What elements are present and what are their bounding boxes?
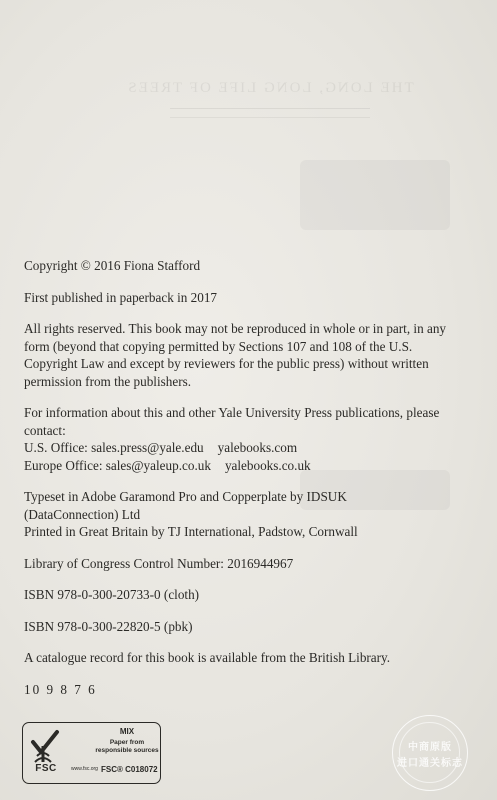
fsc-tree-check-icon xyxy=(29,728,63,764)
typeset-line: (DataConnection) Ltd xyxy=(24,506,141,522)
rights-line: form (beyond that copying permitted by Sections 107 and 108 of the U.S. xyxy=(24,338,413,354)
europe-office-row xyxy=(24,457,484,475)
isbn-paperback: ISBN 978-0-300-22820-5 (pbk) xyxy=(24,618,193,634)
reverse-page-show-through-line xyxy=(170,108,370,118)
fsc-logo xyxy=(22,722,161,784)
us-office-row xyxy=(24,439,484,457)
europe-office-website: yalebooks.co.uk xyxy=(224,457,311,473)
fsc-letters: FSC xyxy=(35,763,57,774)
rights-line: All rights reserved. This book may not be reproduced in whole or in part, in any xyxy=(24,321,447,336)
rights-line: permission from the publishers. xyxy=(24,373,192,389)
loc-control-number: Library of Congress Control Number: 2016944967 xyxy=(24,555,294,571)
fsc-paper-line: Paper from xyxy=(109,739,145,746)
fsc-paper-line: responsible sources xyxy=(95,746,159,754)
us-office-website: yalebooks.com xyxy=(217,440,298,455)
import-seal-watermark xyxy=(392,715,468,791)
first-published-line: First published in paperback in 2017 xyxy=(24,289,218,305)
europe-office-email: Europe Office: sales@yaleup.co.uk xyxy=(24,457,211,473)
fsc-url: www.fsc.org xyxy=(71,766,98,772)
us-office-email: U.S. Office: sales.press@yale.edu xyxy=(24,440,204,455)
typeset-line: Typeset in Adobe Garamond Pro and Copperplate by IDSUK xyxy=(24,489,347,504)
contact-info-line: For information about this and other Yale University Press publications, please xyxy=(24,405,440,420)
reverse-page-show-through: THE LONG, LONG LIFE OF TREES xyxy=(126,80,414,96)
copyright-text-block xyxy=(24,257,484,698)
seal-text-line: 进口通关标志 xyxy=(397,758,463,769)
rights-line: Copyright Law and except by reviewers for the public press) without written xyxy=(24,356,429,371)
fsc-license-code: FSC® C018072 xyxy=(101,765,158,774)
printed-in-line: Printed in Great Britain by TJ International, Padstow, Cornwall xyxy=(24,524,358,539)
fsc-mix-label: MIX xyxy=(119,727,135,736)
isbn-cloth: ISBN 978-0-300-20733-0 (cloth) xyxy=(24,587,200,602)
reverse-page-show-through-block xyxy=(300,160,450,230)
catalogue-record-line: A catalogue record for this book is available from the British Library. xyxy=(24,650,391,665)
contact-info-line: contact: xyxy=(24,422,66,438)
printing-number-line: 10 9 8 7 6 xyxy=(24,681,97,697)
fsc-paper-text xyxy=(93,739,161,754)
typeset-paragraph xyxy=(24,488,484,541)
copyright-line: Copyright © 2016 Fiona Stafford xyxy=(24,258,201,273)
contact-info-paragraph xyxy=(24,404,484,474)
rights-paragraph xyxy=(24,320,484,390)
seal-text-line: 中商原版 xyxy=(408,742,452,753)
